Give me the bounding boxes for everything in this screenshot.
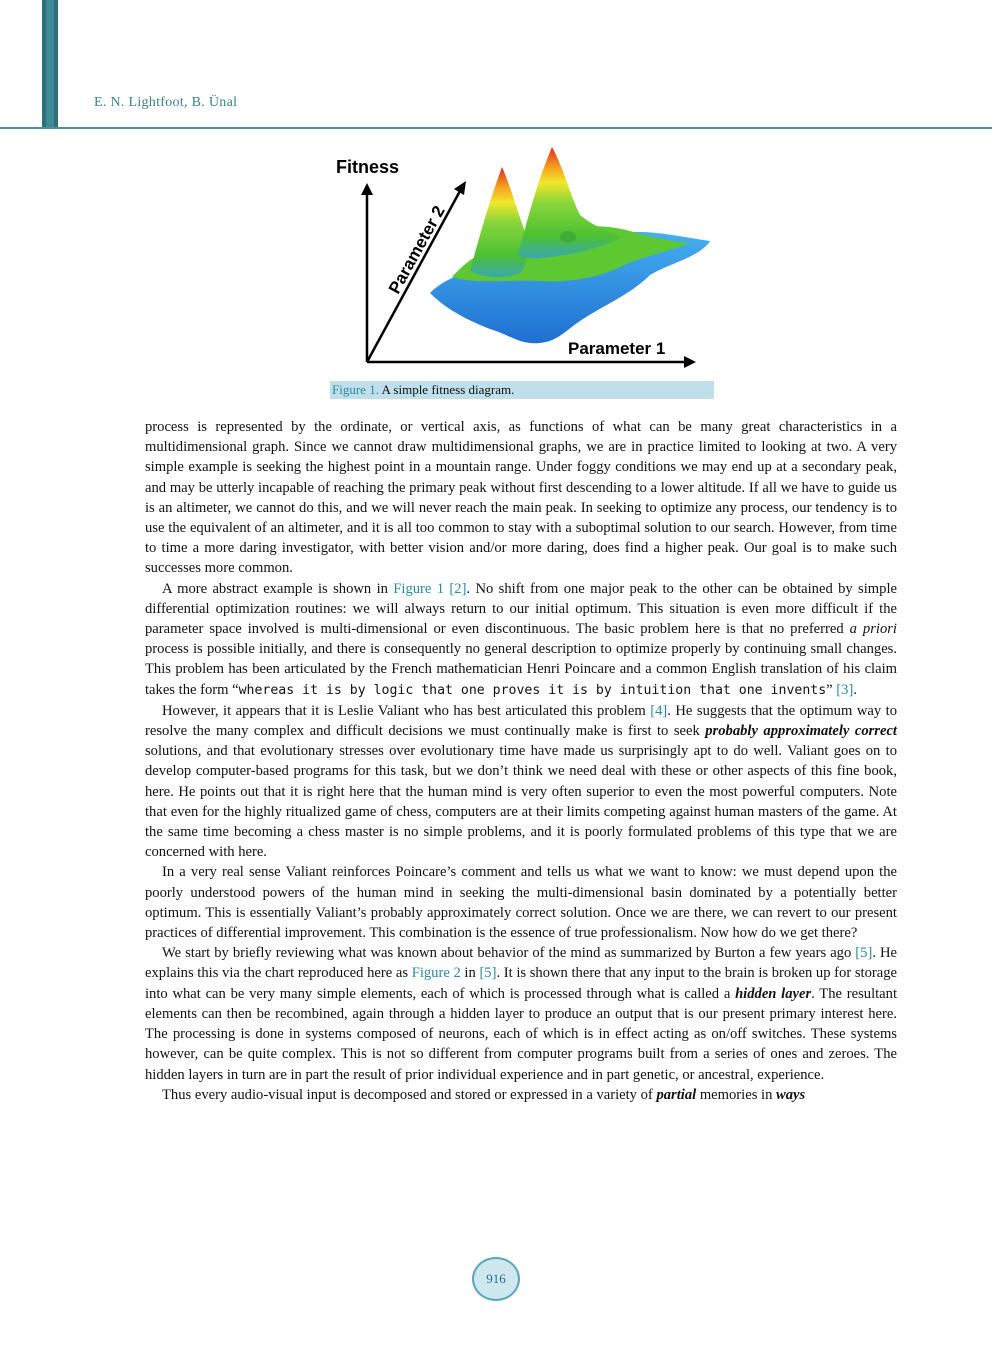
running-head: E. N. Lightfoot, B. Ünal bbox=[94, 95, 238, 110]
label-fitness: Fitness bbox=[336, 157, 400, 177]
paragraph-text: in bbox=[460, 965, 480, 982]
citation-link[interactable]: Figure 2 bbox=[411, 965, 461, 982]
header-rule bbox=[0, 127, 992, 129]
paragraph-text: . It is shown there that any input to the brain is broken up for storage into what can be very many simple elements, each of which is processed through what is called a bbox=[145, 965, 897, 1002]
paragraph-text: We start by briefly reviewing what was known about behavior of the mind as summarized by Burton a few years ago bbox=[162, 945, 856, 962]
valley-dip bbox=[560, 231, 576, 243]
paragraph-text: memories in bbox=[696, 1086, 777, 1103]
caption-text: A simple fitness diagram. bbox=[378, 382, 515, 397]
paragraph bbox=[145, 943, 897, 1084]
citation-link[interactable]: [5] bbox=[855, 945, 873, 962]
citation-link[interactable]: [2] bbox=[449, 580, 467, 597]
figure-1 bbox=[330, 145, 714, 375]
paragraph-text: Thus every audio-visual input is decomposed and stored or expressed in a variety of bbox=[162, 1086, 657, 1103]
paragraph-text: process is represented by the ordinate, or vertical axis, as functions of what can be many great characteristics in a multidimensional graph. Since we cannot draw multidimensional graphs, we are in practice limited to looking at two. A very simple example is seeking the highest point in a mountain range. Under foggy conditions we may end up at a secondary peak, and may be utterly incapable of reaching the primary peak without first descending to a lower altitude. If all we have to guide us is an altimeter, we cannot do this, and we will never reach the main peak. In seeking to optimize any process, our tendency is to use the equivalent of an altimeter, and it is all too common to stay with a suboptimal solution to our search. However, from time to time a more daring investigator, with better vision and/or more daring, does find a higher peak. Our goal is to make such successes more common. bbox=[145, 419, 897, 577]
paragraph-text: However, it appears that it is Leslie Valiant who has best articulated this problem bbox=[162, 702, 651, 719]
paragraph-text: solutions, and that evolutionary stresses over evolutionary time have made us surprisingly apt to do well. Valiant goes on to develop computer-based programs for this task, but we don’t think we need deal with these or other aspects of this fine book, here. He points out that it is right here that the human mind is very often superior to even the most powerful computers. Note that even for the highly ritualized game of chess, computers are at their limits competing against human masters of the game. At the same time becoming a chess master is no simple problems, and it is poorly formulated problems of this type that we are concerned with here. bbox=[145, 743, 897, 861]
citation-link[interactable]: [3] bbox=[836, 681, 854, 698]
citation-link[interactable]: [5] bbox=[479, 965, 497, 982]
body-text bbox=[145, 417, 897, 1105]
paragraph-text: . The resultant elements can then be recombined, again through a hidden layer to produce an output that is our present primary interest here. The processing is done in systems composed of neurons, each of which is in effect acting as on/off switches. These systems however, can be quite complex. This is not so different from computer programs built from a series of ones and zeroes. The hidden layers in turn are in part the result of prior individual experience and in part genetic, or ancestral, experience. bbox=[145, 985, 898, 1083]
paragraph bbox=[145, 1085, 897, 1105]
axis-fitness-arrow bbox=[361, 183, 373, 195]
emphasis-text: probably approximately correct bbox=[705, 723, 897, 740]
citation-link[interactable]: Figure 1 bbox=[393, 580, 445, 597]
paragraph bbox=[145, 862, 897, 943]
paragraph-text: In a very real sense Valiant reinforces Poincare’s comment and tells us what we want to know: we must depend upon the poorly understood powers of the human mind in seeking the multi-dimensional basin dominated by a potentially better optimum. This is essentially Valiant’s probably approximately correct solution. Once we are there, we can revert to our present practices of differential improvement. This combination is the essence of true professionalism. Now how do we get there? bbox=[145, 864, 897, 942]
fitness-diagram bbox=[330, 145, 714, 375]
emphasis-text: hidden layer bbox=[735, 985, 812, 1002]
paragraph-text: . He explains this via the chart reproduced here as bbox=[145, 945, 897, 982]
paragraph bbox=[145, 701, 897, 863]
caption-label[interactable]: Figure 1. bbox=[332, 382, 379, 397]
axis-parameter-2 bbox=[367, 191, 460, 362]
paragraph-text: . bbox=[853, 681, 857, 698]
label-parameter-1: Parameter 1 bbox=[568, 339, 666, 358]
paragraph-text: . He suggests that the optimum way to resolve the many complex and difficult decisions we must continually make is first to seek bbox=[145, 702, 898, 740]
italic-text: a priori bbox=[849, 621, 897, 638]
axis-parameter-1-arrow bbox=[684, 356, 696, 368]
citation-link[interactable]: [4] bbox=[650, 702, 668, 719]
paragraph-text: process is possible initially, and there is consequently no general description to optimize properly by continuing small changes. This problem has been articulated by the French mathematician Henri Poincare and a common English translation of his claim takes the form “ bbox=[145, 641, 897, 698]
peak-left bbox=[470, 167, 527, 277]
paragraph bbox=[145, 417, 897, 579]
page-number: 916 bbox=[472, 1257, 520, 1301]
figure-caption bbox=[330, 381, 714, 399]
paragraph-text: A more abstract example is shown in bbox=[162, 580, 394, 597]
emphasis-text: partial bbox=[656, 1086, 697, 1103]
emphasis-text: ways bbox=[776, 1086, 806, 1103]
quotation-text: whereas it is by logic that one proves it is by intuition that one invents bbox=[238, 682, 827, 698]
label-parameter-2: Parameter 2 bbox=[384, 202, 449, 297]
paragraph-text: ” bbox=[826, 681, 837, 698]
paragraph bbox=[145, 579, 897, 701]
header-accent-bar-inner bbox=[46, 0, 54, 128]
paragraph-text: . No shift from one major peak to the other can be obtained by simple differential optimization routines: we will always return to our initial optimum. This situation is even more difficult if the parameter space involved is multi-dimensional or even discontinuous. The basic problem here is that no preferred bbox=[145, 580, 897, 638]
